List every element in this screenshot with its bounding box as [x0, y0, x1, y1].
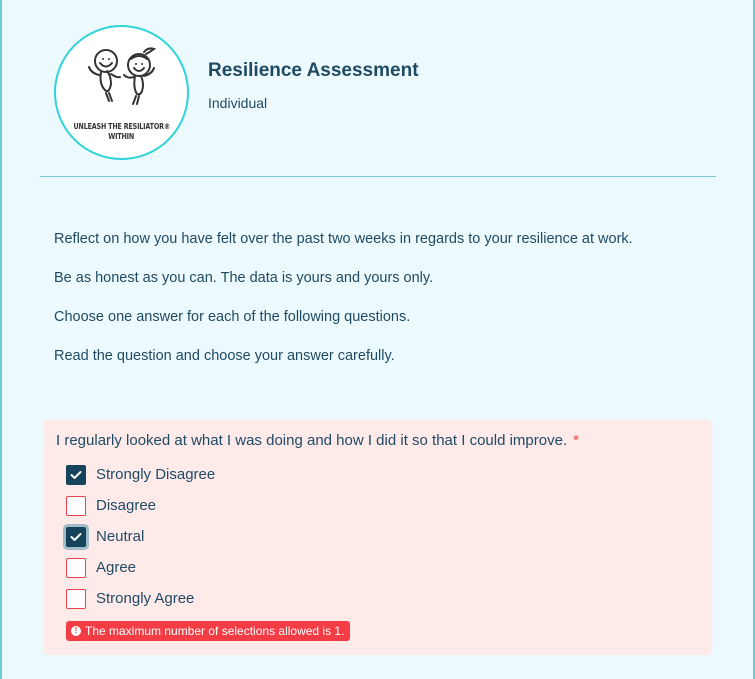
option-strongly-disagree[interactable]: [56, 459, 700, 490]
page-border-left: [0, 0, 2, 679]
option-strongly-agree[interactable]: [56, 583, 700, 614]
option-label: Agree: [96, 559, 137, 576]
validation-error: [66, 621, 350, 641]
checkmark-icon: [70, 532, 82, 542]
required-marker: *: [573, 432, 579, 449]
option-disagree[interactable]: [56, 490, 700, 521]
resiliator-logo: [54, 25, 189, 160]
option-agree[interactable]: [56, 552, 700, 583]
option-label: Neutral: [96, 528, 145, 545]
option-label: Strongly Agree: [96, 590, 195, 607]
option-neutral[interactable]: [56, 521, 700, 552]
instruction-text: Choose one answer for each of the following questions.: [54, 309, 411, 325]
form-title: Resilience Assessment: [208, 59, 419, 81]
question-label: [56, 432, 700, 449]
logo-text-line2: WITHIN: [108, 131, 135, 141]
form-header: [54, 24, 419, 160]
checkmark-icon: [70, 470, 82, 480]
checkbox-agree[interactable]: [66, 558, 86, 578]
checkbox-strongly-disagree[interactable]: [66, 465, 86, 485]
form-subtitle: Individual: [208, 94, 268, 111]
option-label: Strongly Disagree: [96, 466, 216, 483]
question-text: I regularly looked at what I was doing and how I did it so that I could improve.: [56, 432, 568, 449]
instruction-text: Read the question and choose your answer carefully.: [54, 348, 395, 364]
checkbox-disagree[interactable]: [66, 496, 86, 516]
logo-text-line1: UNLEASH THE RESILIATOR®: [73, 121, 170, 131]
jumping-kids-icon: [84, 41, 164, 121]
error-exclamation-icon: !: [71, 626, 81, 636]
header-divider: [40, 176, 716, 177]
instruction-text: Reflect on how you have felt over the past two weeks in regards to your resilience at work.: [54, 231, 633, 247]
checkbox-strongly-agree[interactable]: [66, 589, 86, 609]
error-message: The maximum number of selections allowed is 1.: [85, 624, 345, 638]
option-label: Disagree: [96, 497, 157, 514]
options-list: [56, 459, 700, 614]
checkbox-neutral[interactable]: [66, 527, 86, 547]
instructions-block: [54, 231, 734, 387]
question-card: [44, 420, 712, 655]
instruction-text: Be as honest as you can. The data is yours and yours only.: [54, 270, 434, 286]
